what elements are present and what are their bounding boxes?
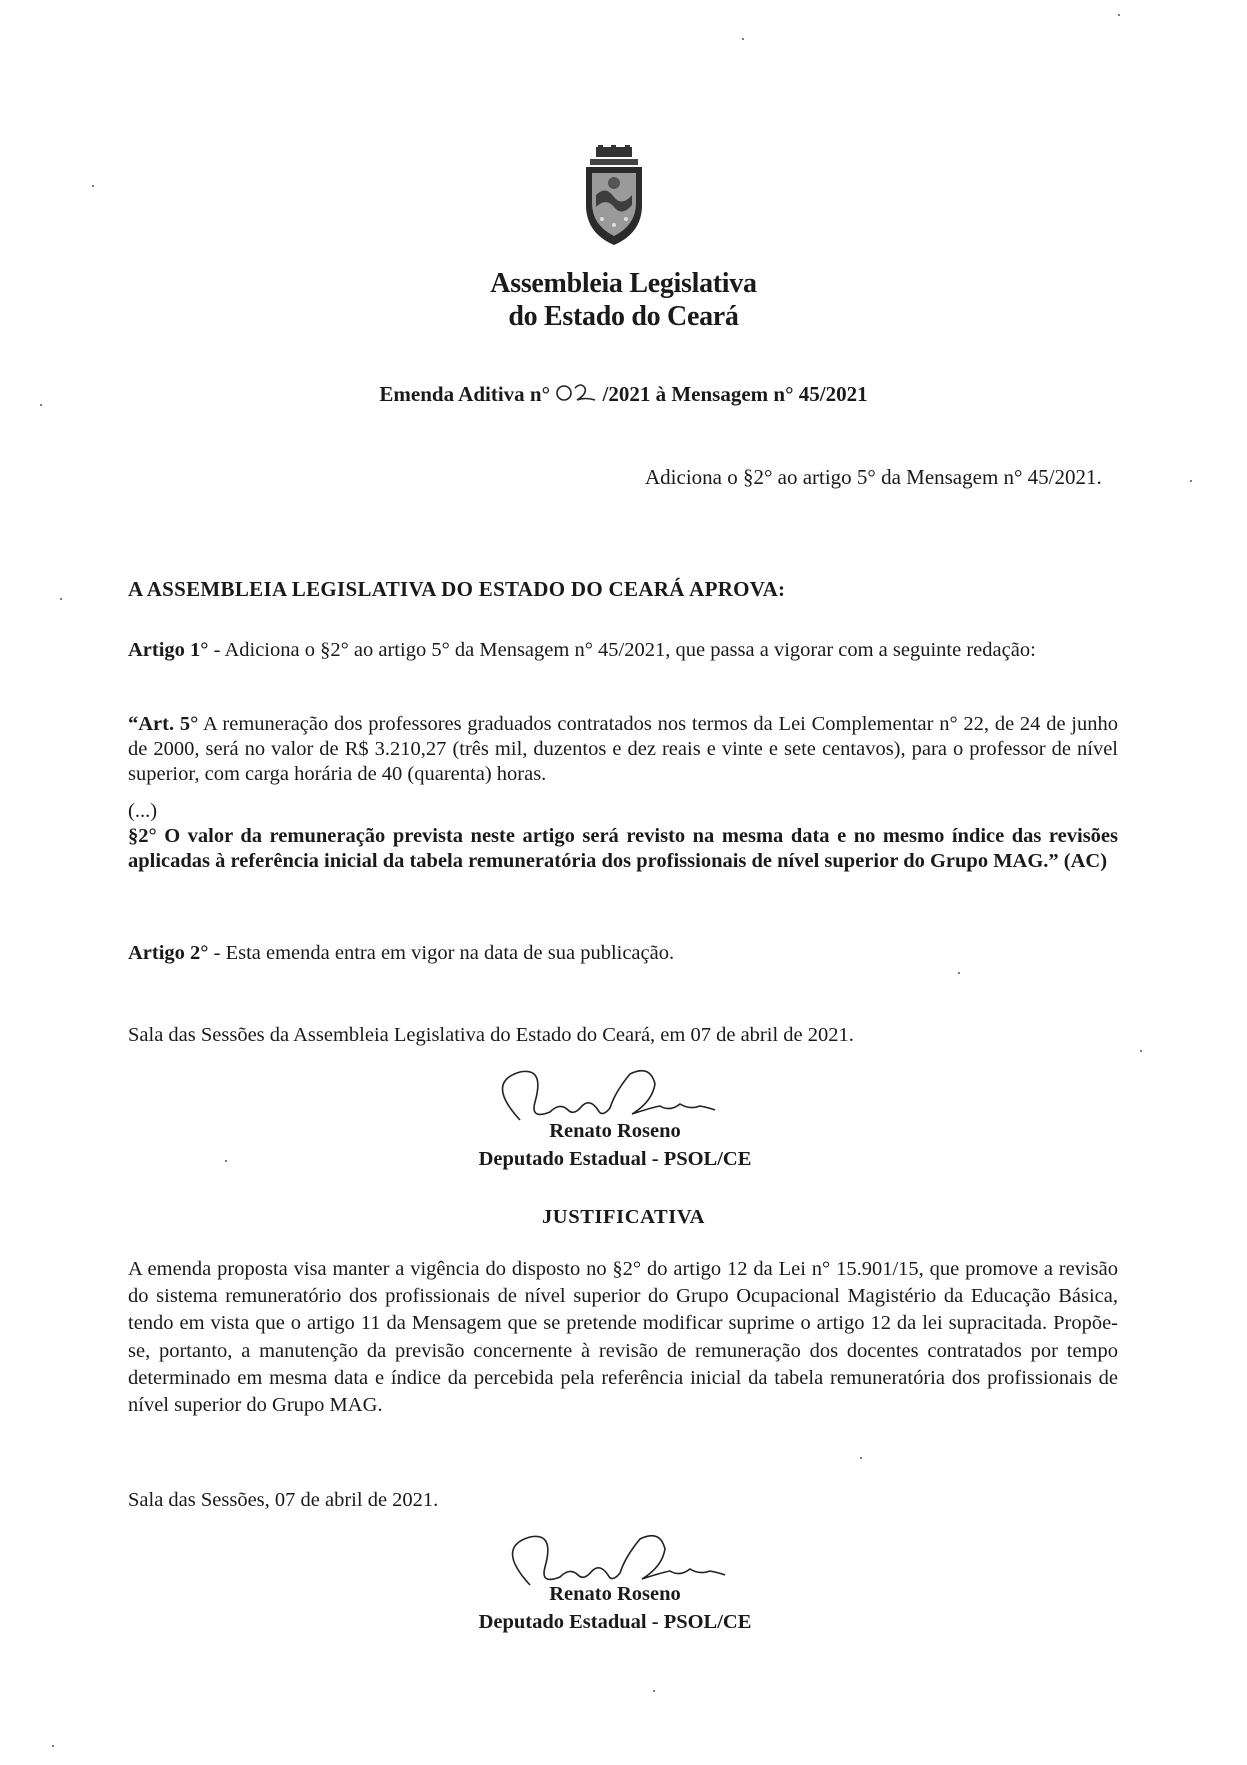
scan-speck bbox=[958, 972, 960, 974]
art-5-text: A remuneração dos professores graduados contratados nos termos da Lei Complementar n° 22, de 24 de junho de 2000, será no valor de R$ 3.210,27 (três mil, duzentos e dez reais e vinte e sete centavos), para o professor de nível superior, com carga horária de 40 (quarenta) horas. bbox=[128, 713, 1119, 785]
scan-speck bbox=[742, 38, 744, 40]
signer-role: Deputado Estadual - PSOL/CE bbox=[478, 1611, 752, 1633]
article-1-label: Artigo 1° bbox=[128, 639, 209, 661]
approve-heading: A ASSEMBLEIA LEGISLATIVA DO ESTADO DO CEARÁ APROVA: bbox=[128, 577, 786, 601]
title-suffix: /2021 à Mensagem n° 45/2021 bbox=[602, 382, 868, 406]
justification-heading: JUSTIFICATIVA bbox=[541, 1206, 706, 1228]
amendment-title bbox=[0, 382, 1247, 407]
coat-of-arms-icon bbox=[574, 145, 654, 250]
signer-name: Renato Roseno bbox=[549, 1583, 681, 1605]
signer-role: Deputado Estadual - PSOL/CE bbox=[478, 1148, 752, 1170]
scan-speck bbox=[60, 598, 62, 600]
org-name-line1: Assembleia Legislativa bbox=[490, 268, 757, 299]
paragraph-2: §2° O valor da remuneração prevista neste artigo será revisto na mesma data e no mesmo índice das revisões aplicadas à referência inicial da tabela remuneratória dos profissionais de nível superior do Grupo MAG.” (AC) bbox=[128, 825, 1118, 872]
scan-speck bbox=[653, 1690, 655, 1692]
session-place-date-2: Sala das Sessões, 07 de abril de 2021. bbox=[128, 1489, 439, 1511]
justification-text: A emenda proposta visa manter a vigência do disposto no §2° do artigo 12 da Lei n° 15.901/15, que promove a revisão do sistema remuneratório dos profissionais de nível superior do Grupo Ocupacional Magistério da Educação Básica, tendo em vista que o artigo 11 da Mensagem que se pretende modificar suprime o artigo 12 da lei supracitada. Propõe-se, portanto, a manutenção da previsão concernente à revisão de remuneração dos docentes contratados por tempo determinado em mesma data e índice da percebida pela referência inicial da tabela remuneratória dos profissionais de nível superior do Grupo MAG. bbox=[128, 1258, 1118, 1417]
title-prefix: Emenda Aditiva n° bbox=[379, 382, 551, 406]
signer-name: Renato Roseno bbox=[549, 1120, 681, 1142]
ellipsis-marker: (...) bbox=[128, 800, 158, 822]
article-2-text: - Esta emenda entra em vigor na data de sua publicação. bbox=[208, 942, 675, 964]
article-2 bbox=[128, 941, 1118, 966]
org-name-line2: do Estado do Ceará bbox=[508, 301, 739, 332]
scan-speck bbox=[225, 1160, 227, 1162]
scan-speck bbox=[860, 1457, 862, 1459]
scan-speck bbox=[1118, 14, 1120, 16]
amendment-summary: Adiciona o §2° ao artigo 5° da Mensagem n° 45/2021. bbox=[645, 465, 1102, 489]
art-5-label: “Art. 5° bbox=[128, 713, 199, 735]
scan-speck bbox=[1140, 1050, 1142, 1052]
scan-speck bbox=[92, 185, 94, 187]
scan-speck bbox=[1190, 480, 1192, 482]
session-place-date-1: Sala das Sessões da Assembleia Legislativa do Estado do Ceará, em 07 de abril de 2021. bbox=[128, 1024, 854, 1046]
handwritten-number bbox=[555, 382, 597, 404]
article-1-text: - Adiciona o §2° ao artigo 5° da Mensagem n° 45/2021, que passa a vigorar com a seguinte redação: bbox=[208, 639, 1036, 661]
article-2-label: Artigo 2° bbox=[128, 942, 209, 964]
article-1 bbox=[128, 638, 1118, 663]
scan-speck bbox=[52, 1745, 54, 1747]
art-5-quote bbox=[128, 712, 1118, 787]
